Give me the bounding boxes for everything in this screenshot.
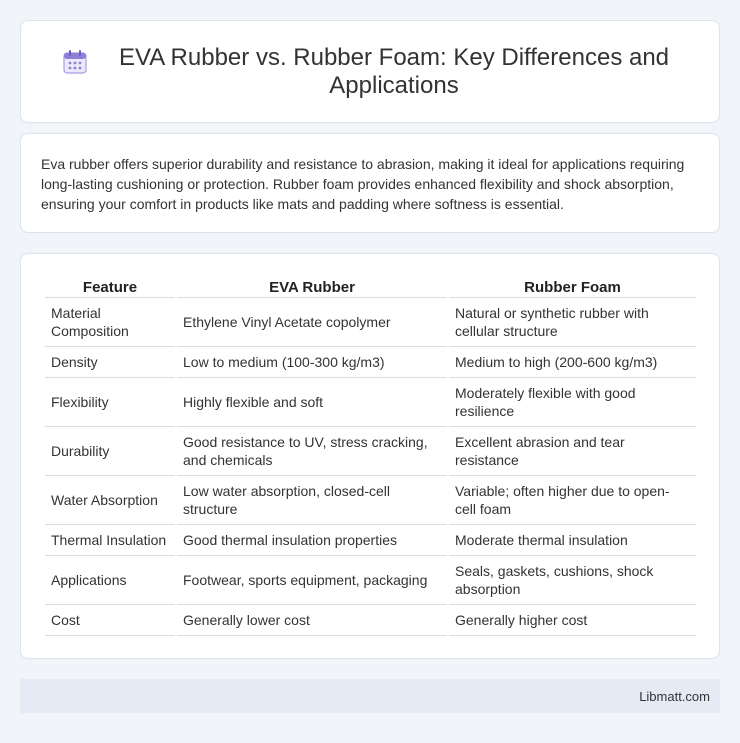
foam-cell: Excellent abrasion and tear resistance [449,427,696,476]
comparison-card [20,253,720,659]
foam-cell: Moderately flexible with good resilience [449,378,696,427]
foam-cell: Generally higher cost [449,605,696,636]
title-wrap [61,44,679,100]
feature-cell: Thermal Insulation [45,525,175,556]
foam-cell: Medium to high (200-600 kg/m3) [449,347,696,378]
feature-cell: Water Absorption [45,476,175,525]
page-title: EVA Rubber vs. Rubber Foam: Key Differences and Applications [118,43,670,99]
eva-cell: Low water absorption, closed-cell structure [177,476,447,525]
header-eva-rubber: EVA Rubber [177,274,447,298]
feature-cell: Material Composition [45,298,175,347]
feature-cell: Flexibility [45,378,175,427]
footer [20,679,720,713]
eva-cell: Generally lower cost [177,605,447,636]
foam-cell: Variable; often higher due to open-cell foam [449,476,696,525]
table-row [45,605,696,636]
intro-paragraph: Eva rubber offers superior durability and resistance to abrasion, making it ideal for applications requiring long-lasting cushioning or protection. Rubber foam provides enhanced flexibility and shock absorption, ensuring your comfort in products like mats and padding where softness is essential. [41,156,685,212]
header-rubber-foam: Rubber Foam [449,274,696,298]
eva-cell: Low to medium (100-300 kg/m3) [177,347,447,378]
feature-cell: Density [45,347,175,378]
foam-cell: Natural or synthetic rubber with cellular structure [449,298,696,347]
intro-card [20,133,720,233]
table-row [45,298,696,347]
eva-cell: Good resistance to UV, stress cracking, and chemicals [177,427,447,476]
table-header-row [45,274,696,298]
table-row [45,347,696,378]
table-row [45,556,696,605]
calendar-icon [61,48,89,76]
eva-cell: Footwear, sports equipment, packaging [177,556,447,605]
table-row [45,378,696,427]
table-row [45,427,696,476]
eva-cell: Good thermal insulation properties [177,525,447,556]
feature-cell: Applications [45,556,175,605]
eva-cell: Ethylene Vinyl Acetate copolymer [177,298,447,347]
table-row [45,476,696,525]
foam-cell: Moderate thermal insulation [449,525,696,556]
title-card [20,20,720,123]
footer-brand-link[interactable]: Libmatt.com [639,688,710,704]
foam-cell: Seals, gaskets, cushions, shock absorption [449,556,696,605]
table-row [45,525,696,556]
feature-cell: Durability [45,427,175,476]
eva-cell: Highly flexible and soft [177,378,447,427]
header-feature: Feature [45,274,175,298]
feature-cell: Cost [45,605,175,636]
comparison-table [43,274,698,636]
